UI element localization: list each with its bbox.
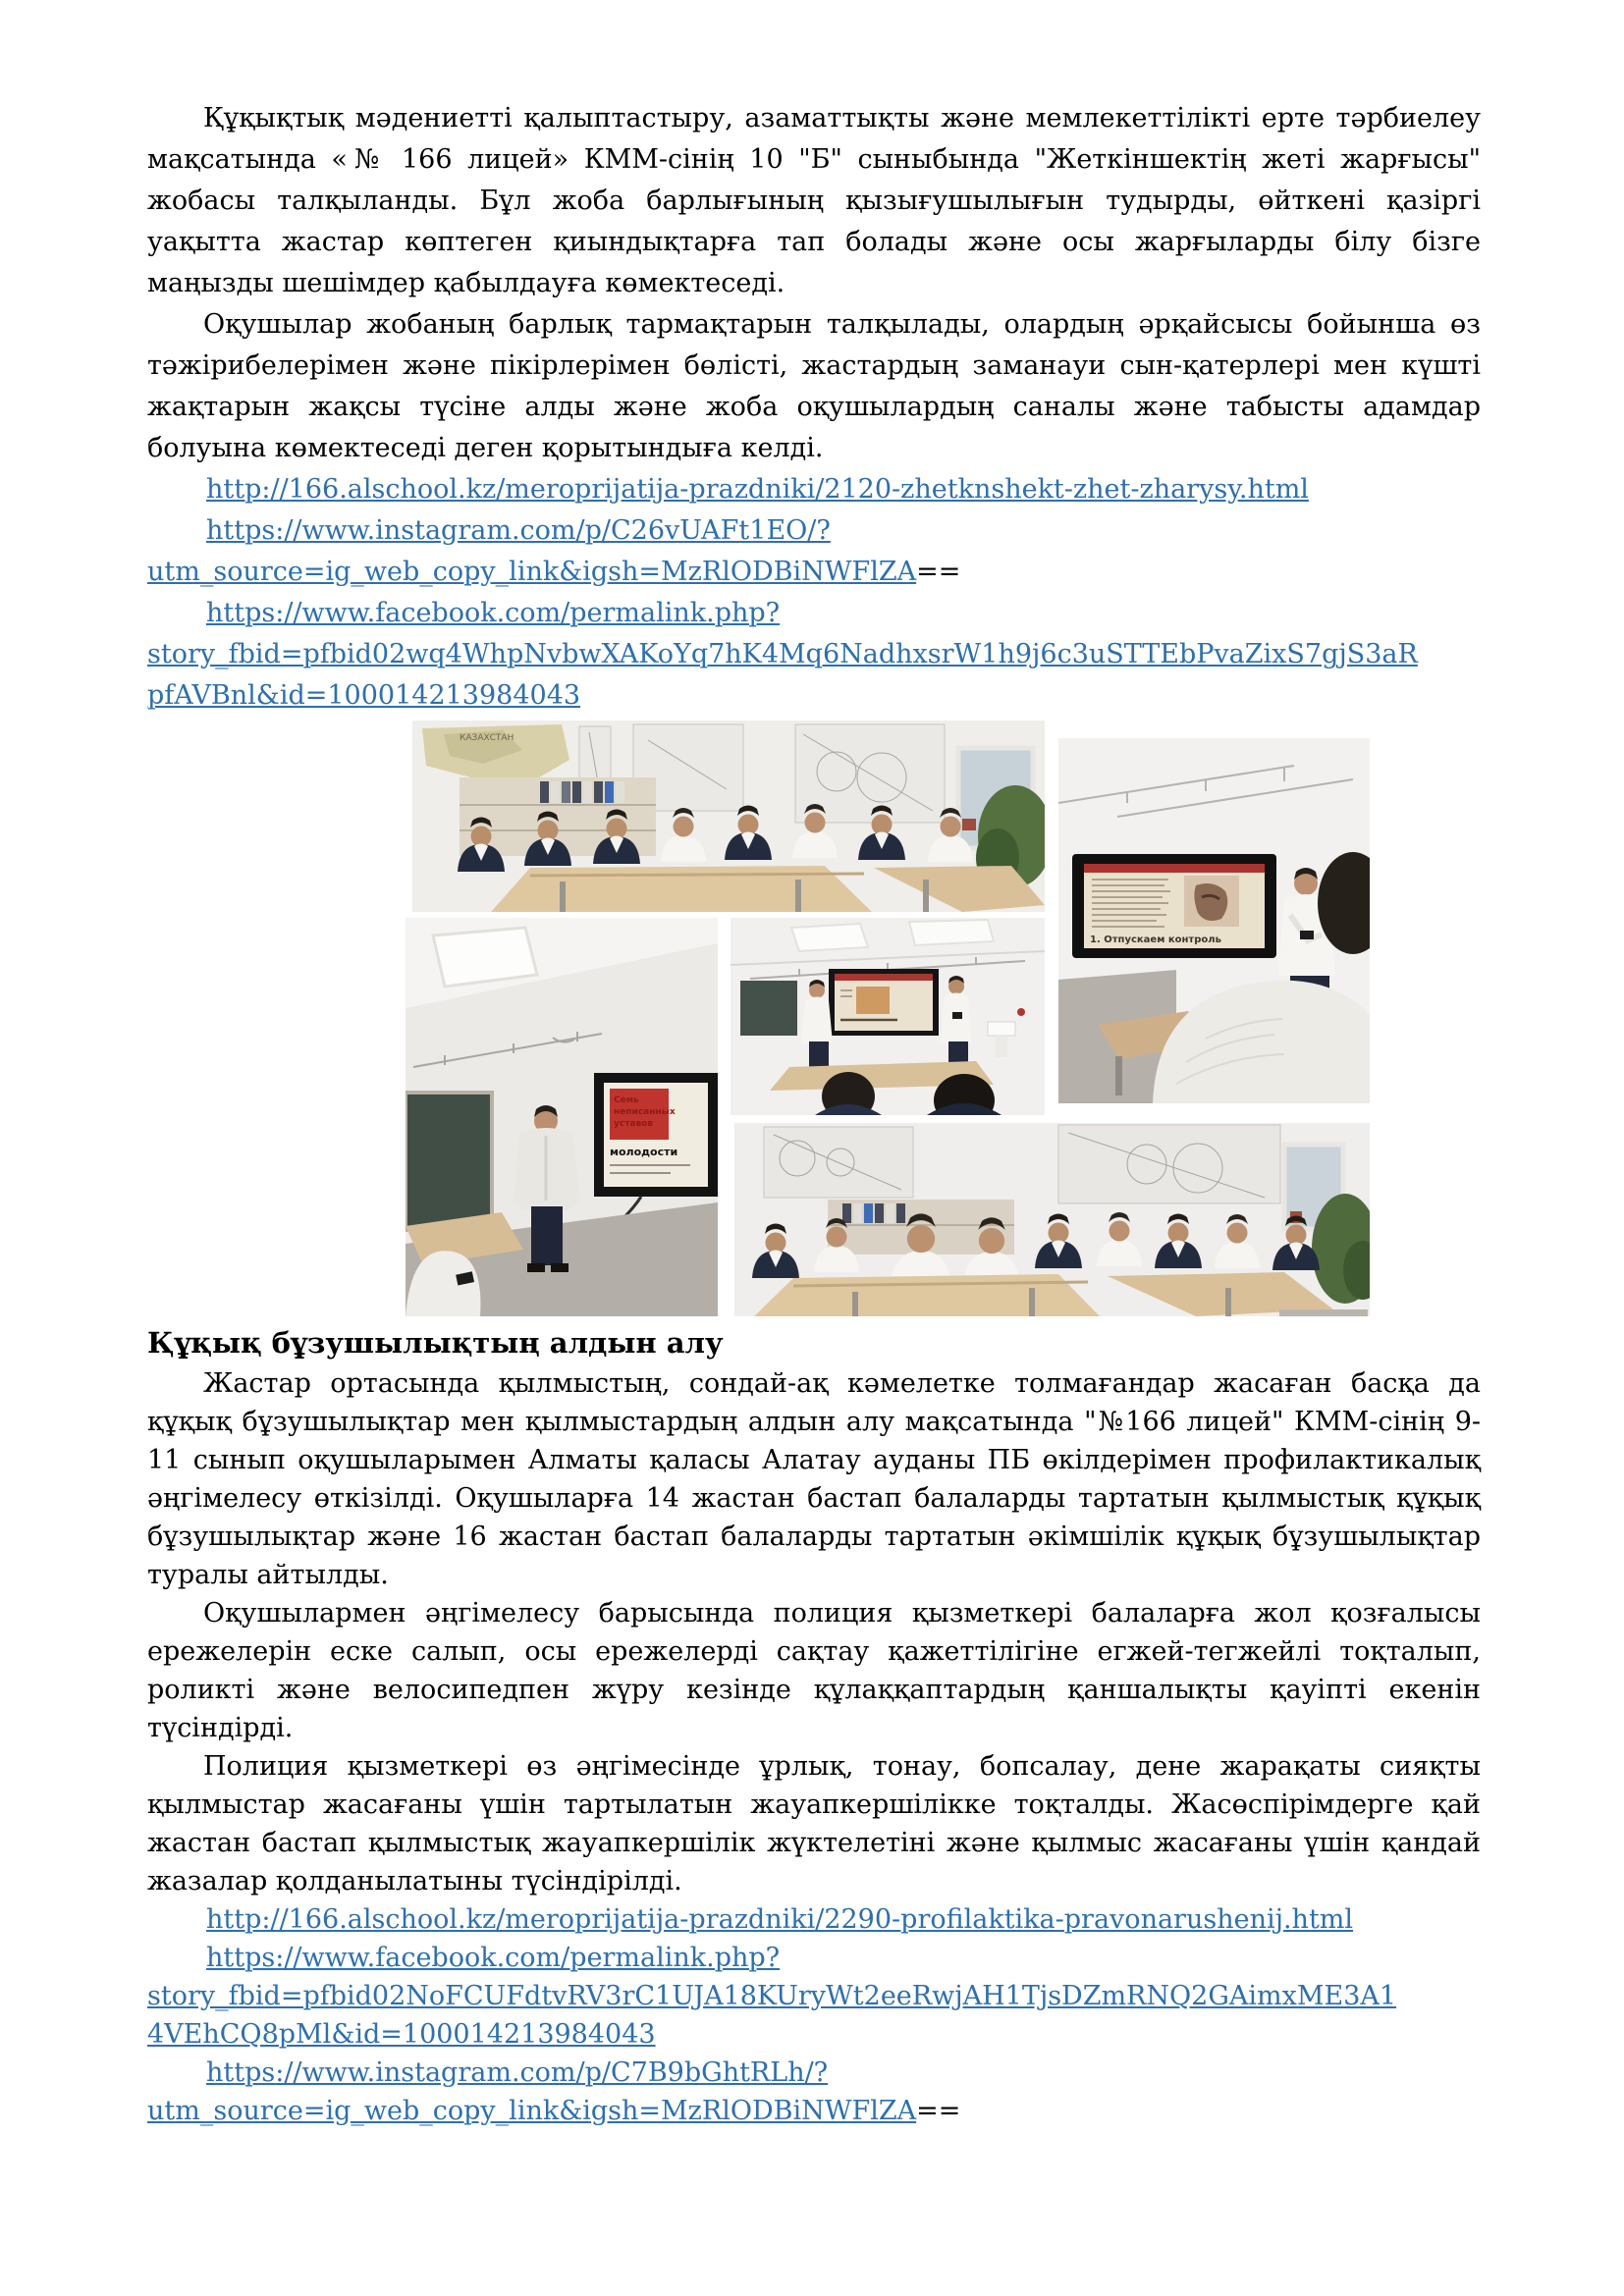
hyperlink-line: [147, 2092, 1481, 2130]
desks: [754, 1272, 1368, 1316]
hyperlink[interactable]: https://www.facebook.com/permalink.php?: [206, 1943, 781, 1973]
hyperlink[interactable]: story_fbid=pfbid02wq4WhpNvbwXAKoYq7hK4Mq6NadhxsrW1h9j6c3uSTTEbPvaZixS7gjS3aR: [147, 639, 1418, 669]
photo-b-scene: [1058, 738, 1370, 1103]
paragraph: Оқушылар жобаның барлық тармақтарын талқылады, олардың әрқайсысы бойынша өз тәжірибелерімен және пікірлерімен бөлісті, жастардың заманауи сын-қатерлері мен күшті жақтарын жақсы түсіне алды және жоба оқушылардың саналы және табысты адамдар болуына көмектеседі деген қорытындыға келді.: [147, 309, 1481, 463]
link-list: [147, 1900, 1481, 2130]
hyperlink[interactable]: http://166.alschool.kz/meroprijatija-prazdniki/2120-zhetknshekt-zhet-zharysy.html: [206, 474, 1309, 505]
photo-e-scene: [734, 1123, 1370, 1316]
hyperlink-line: [147, 634, 1481, 675]
hyperlink-line: [147, 1900, 1481, 1939]
chalkboard: [406, 1093, 492, 1230]
link-list: [147, 469, 1481, 717]
photo-classroom-bottom: [734, 1123, 1370, 1316]
paragraph: Жастар ортасында қылмыстың, сондай-ақ кәмелетке толмағандар жасаған басқа да құқық бұзушылықтар мен қылмыстардың алдын алу мақсатында "№166 лицей" КММ-сінің 9-11 сынып оқушыларымен Алматы қаласы Алатау ауданы ПБ өкілдерімен профилактикалық әңгімелесу өткізілді. Оқушыларға 14 жастан бастап балаларды тартатын қылмыстық құқық бұзушылықтар және 16 жастан бастап балаларды тартатын әкімшілік құқық бұзушылықтар туралы айтылды.: [147, 1368, 1481, 1590]
link-suffix: ==: [916, 2096, 961, 2126]
ceiling-light-panel: [433, 928, 537, 987]
hyperlink-line: [147, 2054, 1481, 2092]
photo-classroom-listening: [412, 721, 1045, 912]
photo-collage: [147, 721, 1481, 1317]
project-section: [147, 98, 1481, 717]
slide-line-2: неписанных: [614, 1107, 676, 1117]
photo-two-presenters: [731, 918, 1045, 1115]
hyperlink-paragraph: [147, 510, 1481, 593]
hyperlink-paragraph: [147, 1939, 1481, 2054]
hyperlink[interactable]: utm_source=ig_web_copy_link&igsh=MzRlODBiNWFlZA: [147, 2096, 917, 2126]
photo-a-scene: [412, 721, 1045, 912]
tv-panel: [1072, 854, 1276, 958]
slide-title: 1. Отпускаем контроль: [1090, 934, 1221, 945]
hyperlink-line: [147, 1939, 1481, 1977]
tv-panel: [829, 969, 939, 1036]
hyperlink[interactable]: https://www.instagram.com/p/C26vUAFt1EO/?: [206, 515, 831, 546]
photo-d-scene: [731, 918, 1045, 1115]
hyperlink-line: [147, 593, 1481, 634]
map-label: КАЗАХСТАН: [460, 733, 514, 743]
slide-line-3: уставов: [614, 1119, 654, 1129]
chalkboard: [740, 981, 797, 1036]
hyperlink[interactable]: story_fbid=pfbid02NoFCUFdtvRV3rC1UJA18KUryWt2eeRwjAH1TjsDZmRNQ2GAimxME3A1: [147, 1981, 1397, 2011]
slide-line-1: Семь: [614, 1095, 639, 1105]
prevention-section: [147, 1323, 1481, 2130]
hyperlink-line: [147, 1977, 1481, 2015]
slide-picture: [856, 987, 890, 1014]
hyperlink-paragraph: [147, 1900, 1481, 1939]
hyperlink-paragraph: [147, 593, 1481, 717]
hyperlink-paragraph: [147, 2054, 1481, 2130]
hyperlink[interactable]: http://166.alschool.kz/meroprijatija-prazdniki/2290-profilaktika-pravonarushenij.html: [206, 1904, 1354, 1935]
photo-presenter-panel: [1058, 738, 1370, 1103]
hyperlink[interactable]: https://www.instagram.com/p/C7B9bGhtRLh/?: [206, 2057, 829, 2088]
hyperlink-line: [147, 675, 1481, 717]
section-heading: Құқық бұзушылықтың алдын алу: [147, 1326, 724, 1360]
phone: [1300, 931, 1314, 939]
hyperlink[interactable]: utm_source=ig_web_copy_link&igsh=MzRlODBiNWFlZA: [147, 557, 917, 587]
hyperlink-line: [147, 552, 1481, 593]
link-suffix: ==: [916, 557, 961, 587]
photo-presenter-whiteboard: [406, 918, 718, 1316]
phone: [952, 1012, 962, 1019]
hyperlink[interactable]: pfAVBnl&id=100014213984043: [147, 680, 581, 711]
hyperlink-line: [147, 510, 1481, 552]
paragraph: Оқушылармен әңгімелесу барысында полиция қызметкері балаларға жол қозғалысы ережелерін еске салып, осы ережелерді сақтау қажеттілігіне егжей-тегжейлі тоқталып, роликті және велосипедпен жүру кезінде құлаққаптардың қаншалықты қауіпті екенін түсіндірді.: [147, 1598, 1481, 1743]
hyperlink[interactable]: https://www.facebook.com/permalink.php?: [206, 598, 781, 628]
paragraph: Полиция қызметкері өз әңгімесінде ұрлық, тонау, бопсалау, дене жарақаты сияқты қылмыстар жасағаны үшін тартылатын жауапкершілікке тоқталды. Жасөспірімдерге қай жастан бастап қылмыстық жауапкершілік жүктелетіні және қылмыс жасағаны үшін қандай жазалар қолданылатыны түсіндірілді.: [147, 1751, 1481, 1896]
hyperlink-paragraph: [147, 469, 1481, 510]
slide-line-4: молодости: [610, 1146, 678, 1158]
paragraph: Құқықтық мәдениетті қалыптастыру, азаматтықты және мемлекеттілікті ерте тәрбиелеу мақсатында «№ 166 лицей» КММ-сінің 10 "Б" сыныбында "Жеткіншектің жеті жарғысы" жобасы талқыланды. Бұл жоба барлығының қызығушылығын тудырды, өйткені қазіргі уақытта жастар көптеген қиындықтарға тап болады және осы жарғыларды білу бізге маңызды шешімдер қабылдауға көмектеседі.: [147, 103, 1481, 298]
hyperlink[interactable]: 4VEhCQ8pMl&id=100014213984043: [147, 2019, 656, 2050]
hyperlink-line: [147, 2015, 1481, 2054]
hyperlink-line: [147, 469, 1481, 510]
photo-c-scene: [406, 918, 718, 1316]
desks: [491, 866, 1045, 912]
